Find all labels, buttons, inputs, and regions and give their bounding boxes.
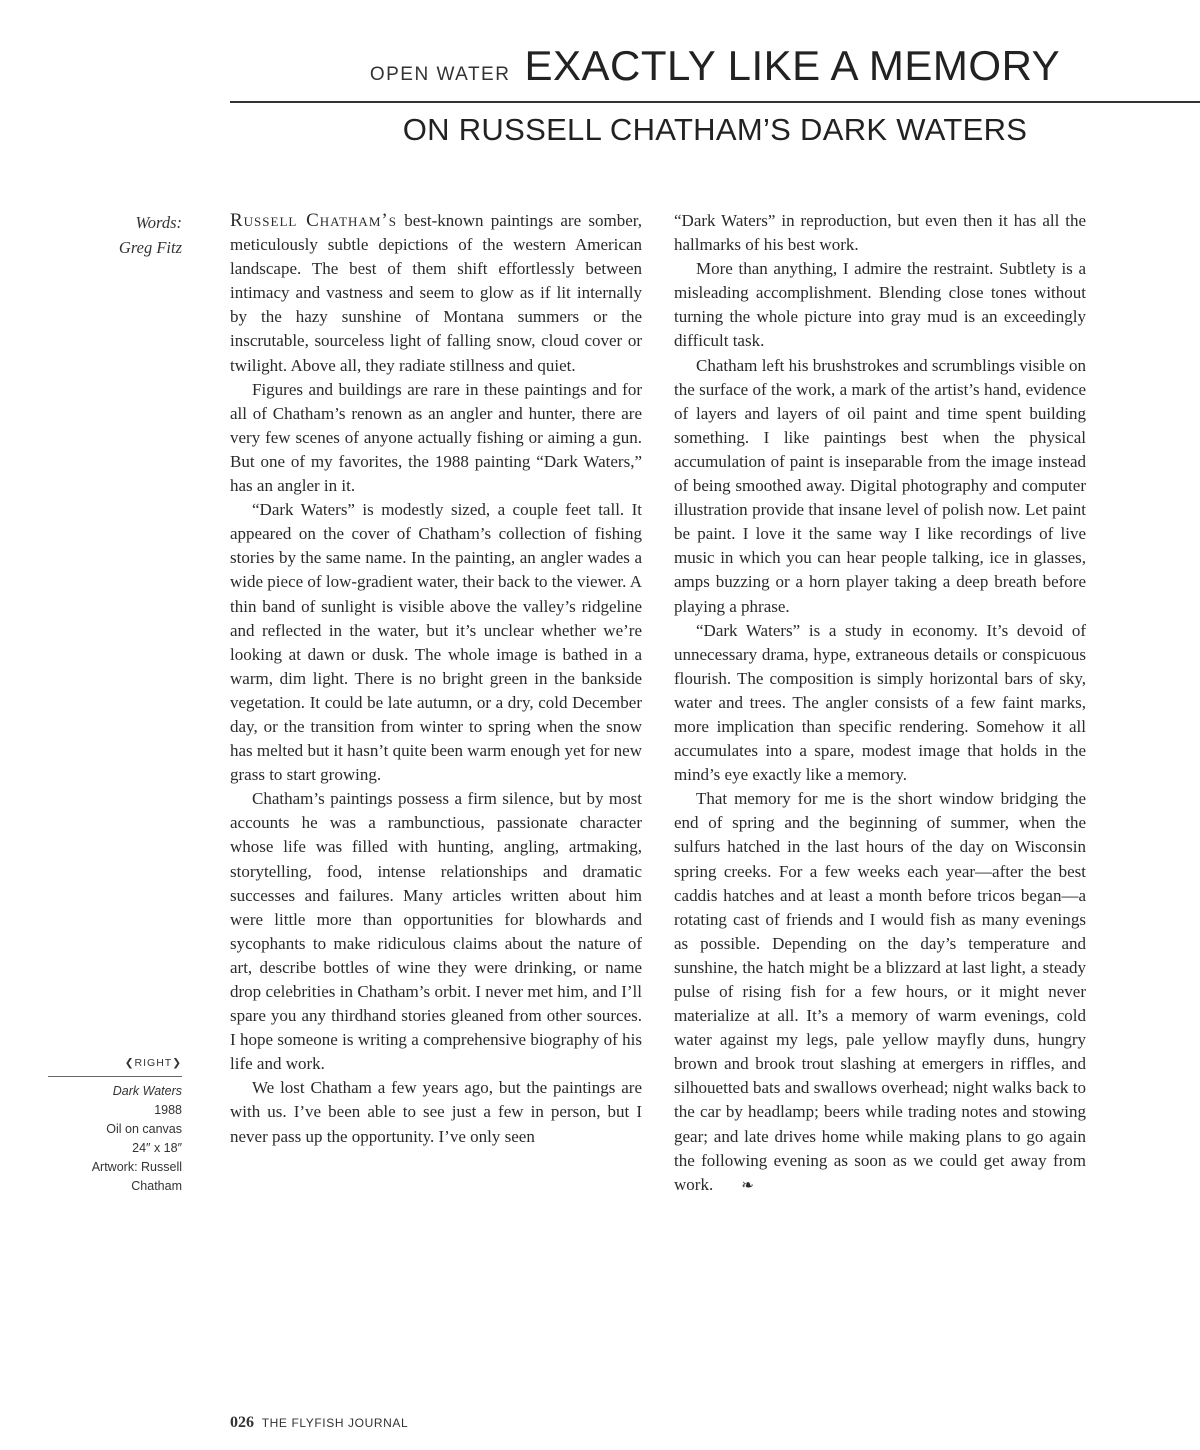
article-column-right [674, 209, 1086, 1197]
paragraph: Russell Chatham’s best-known paintings are somber, meticulously subtle depictions of the western American landscape. The best of them shift effortlessly between intimacy and vastness and seem to glow as if lit internally by the hazy sunshine of Montana summers or the inscrutable, sourceless light of falling snow, cloud cover or twilight. Above all, they radiate stillness and quiet. [230, 210, 642, 375]
paragraph: Chatham’s paintings possess a firm silence, but by most accounts he was a rambunctious, passionate character whose life was filled with hunting, angling, artmaking, storytelling, food, intense relationships and dramatic successes and failures. Many articles written about him were little more than opportunities for blowhards and sycophants to make ridiculous claims about the nature of art, describe bottles of wine they were drinking, or name drop celebrities in Chatham’s orbit. I never met him, and I’ll spare you any thirdhand stories gleaned from other sources. I hope someone is writing a comprehensive biography of his life and work. [230, 789, 642, 1074]
section-kicker: OPEN WATER [369, 64, 511, 85]
article-title: EXACTLY LIKE A MEMORY [524, 42, 1061, 89]
paragraph: Chatham left his brushstrokes and scrumblings visible on the surface of the work, a mark of the artist’s hand, evidence of layers and layers of oil paint and time spent building something. I like paintings best when the physical accumulation of paint is inseparable from the image instead of being smoothed away. Digital photography and computer illustration provide that insane level of polish now. Let paint be paint. I love it the same way I like recordings of live music in which you can hear people talking, ice in glasses, amps buzzing or a horn player taking a deep breath before playing a phrase. [674, 355, 1086, 616]
publication-name: THE FLYFISH JOURNAL [261, 1416, 409, 1430]
paragraph: “Dark Waters” is modestly sized, a couple feet tall. It appeared on the cover of Chatham’s collection of fishing stories by the same name. In the painting, an angler wades a wide piece of low-gradient water, their back to the viewer. A thin band of sunlight is visible above the valley’s ridgeline and reflected in the water, but it’s unclear whether we’re looking at dawn or dusk. The whole image is bathed in a warm, dim light. There is no bright green in the bankside vegetation. It could be late autumn, or a dry, cold December day, or the transition from winter to spring when the snow has melted but it hasn’t quite been warm enough yet for new grass to start growing. [230, 500, 642, 785]
paragraph: “Dark Waters” is a study in economy. It’s devoid of unnecessary drama, hype, extraneous details or conspicuous flourish. The composition is simply horizontal bars of sky, water and trees. The angler consists of a few faint marks, more implication than specific rendering. Somehow it all accumulates into a spare, modest image that holds in the mind’s eye exactly like a memory. [674, 620, 1086, 785]
article-header [230, 42, 1200, 90]
paragraph: “Dark Waters” in reproduction, but even then it has all the hallmarks of his best work. [674, 211, 1086, 255]
article-subtitle: ON RUSSELL CHATHAM’S DARK WATERS [402, 112, 1028, 147]
page-footer [230, 1414, 408, 1432]
article-column-left [230, 209, 642, 1149]
page-number: 026 [230, 1414, 254, 1431]
end-mark-icon: ❧ [741, 1175, 754, 1194]
byline-author: Greg Fitz [118, 238, 182, 257]
caption-dimensions: 24″ x 18″ [132, 1141, 182, 1155]
byline-label: Words: [135, 213, 182, 232]
image-caption [48, 1054, 182, 1196]
caption-medium: Oil on canvas [106, 1122, 182, 1136]
caption-year: 1988 [154, 1103, 182, 1117]
byline [60, 210, 182, 260]
header-rule [230, 101, 1200, 103]
paragraph: That memory for me is the short window bridging the end of spring and the beginning of summer, when the sulfurs hatched in the last hours of the day on Wisconsin spring creeks. For a few weeks each year—after the best caddis hatches and at least a month before tricos began—a rotating cast of friends and I would fish as many evenings as possible. Depending on the day’s temperature and sunshine, the hatch might be a blizzard at last light, a steady pulse of rising fish for a few hours, or it might never materialize at all. It’s a memory of warm evenings, cold water against my legs, pale yellow mayfly duns, hungry brown and brook trout slashing at emergers in riffles, and silhouetted bats and swallows overhead; night walks back to the car by headlamp; beers while trading notes and stowing gear; and late drives home while making plans to go again the following evening as soon as we could get away from work. ❧ [674, 787, 1086, 1197]
paragraph: We lost Chatham a few years ago, but the paintings are with us. I’ve been able to see just a few in person, but I never pass up the opportunity. I’ve only seen [230, 1078, 642, 1146]
caption-credit: Artwork: Russell Chatham [91, 1160, 182, 1193]
paragraph: More than anything, I admire the restraint. Subtlety is a misleading accomplishment. Blending close tones without turning the whole picture into gray mud is an exceedingly difficult task. [674, 259, 1086, 351]
caption-rule [48, 1076, 182, 1077]
lead-name: Russell Chatham’s [230, 210, 397, 231]
caption-direction: ❮RIGHT❯ [124, 1057, 182, 1069]
caption-title: Dark Waters [112, 1084, 182, 1098]
paragraph: Figures and buildings are rare in these paintings and for all of Chatham’s renown as an angler and hunter, there are very few scenes of anyone actually fishing or aiming a gun. But one of my favorites, the 1988 painting “Dark Waters,” has an angler in it. [230, 379, 642, 496]
